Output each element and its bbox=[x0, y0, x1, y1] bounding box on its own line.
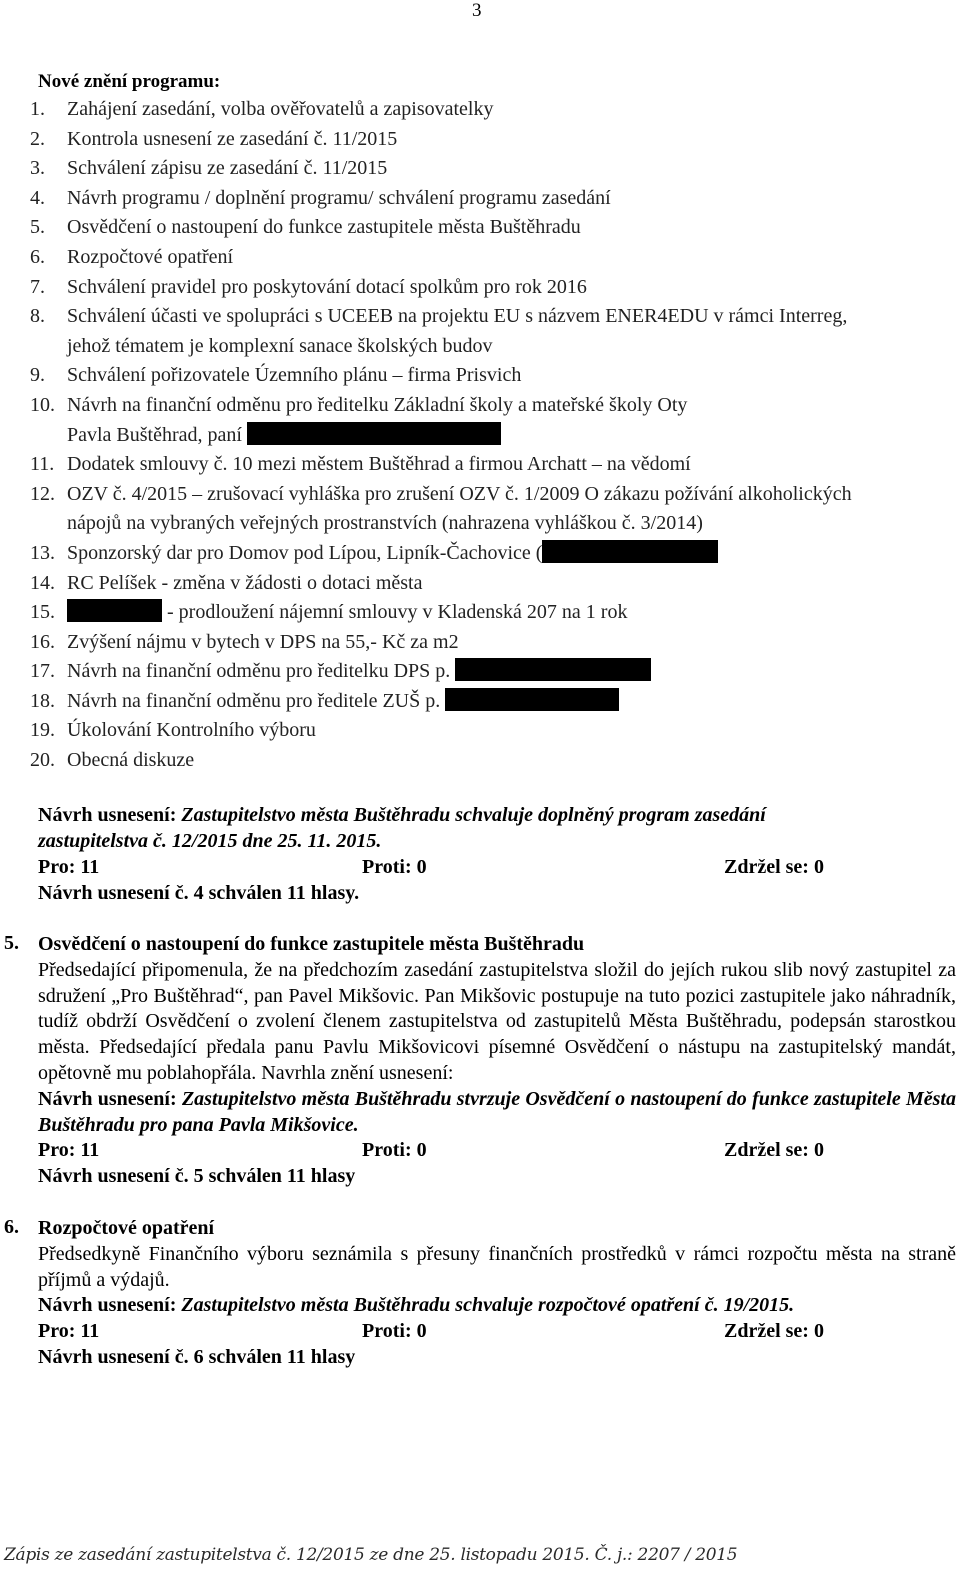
vote-pro: Pro: 11 bbox=[38, 1139, 100, 1162]
section-5-number: 5. bbox=[4, 932, 19, 954]
agenda-item: 7. Schválení pravidel pro poskytování dotací spolkům pro rok 2016 bbox=[30, 275, 587, 298]
agenda-item: 10. Návrh na finanční odměnu pro ředitelku Základní školy a mateřské školy Oty Pavla Buštěhrad, paní bbox=[30, 393, 688, 446]
resolution-label: Návrh usnesení: bbox=[38, 804, 177, 826]
resolution-text: Zastupitelstvo města Buštěhradu schvaluje rozpočtové opatření č. 19/2015. bbox=[181, 1294, 795, 1317]
agenda-item: 8. Schválení účasti ve spolupráci s UCEEB na projektu EU s názvem ENER4EDU v rámci Interreg, jehož tématem je komplexní sanace školských budov bbox=[30, 305, 848, 357]
vote-pro: Pro: 11 bbox=[38, 1320, 100, 1343]
section-5 bbox=[38, 932, 956, 1190]
redaction-bar bbox=[445, 688, 619, 711]
page-footer: Zápis ze zasedání zastupitelstva č. 12/2015 ze dne 25. listopadu 2015. Č. j.: 2207 / 2015 bbox=[4, 1545, 738, 1565]
agenda-item: 15. - prodloužení nájemní smlouvy v Kladenská 207 na 1 rok bbox=[30, 601, 628, 624]
agenda-item: 11. Dodatek smlouvy č. 10 mezi městem Buštěhrad a firmou Archatt – na vědomí bbox=[30, 453, 691, 476]
section-6-number: 6. bbox=[4, 1216, 19, 1238]
redaction-bar bbox=[67, 599, 162, 622]
section-6-body: Předsedkyně Finančního výboru seznámila s přesuny finančních prostředků v rámci rozpočtu města na straně příjmů a výdajů. bbox=[38, 1242, 956, 1291]
agenda-item: 12. OZV č. 4/2015 – zrušovací vyhláška pro zrušení OZV č. 1/2009 O zákazu požívání alkoholických nápojů na vybraných veřejných prostranstvích (nahrazena vyhláškou č. 3/2014) bbox=[30, 482, 852, 535]
vote-zdrzel: Zdržel se: 0 bbox=[724, 1320, 824, 1343]
agenda-list bbox=[30, 95, 960, 776]
vote-proti: Proti: 0 bbox=[362, 1139, 427, 1162]
redaction-bar bbox=[247, 422, 501, 445]
agenda-item: 6. Rozpočtové opatření bbox=[30, 245, 234, 268]
resolution-label: Návrh usnesení: bbox=[38, 1294, 177, 1317]
section-6 bbox=[38, 1216, 956, 1371]
vote-zdrzel: Zdržel se: 0 bbox=[724, 855, 824, 878]
resolution-4 bbox=[38, 803, 956, 906]
vote-pro: Pro: 11 bbox=[38, 855, 100, 878]
agenda-item: 5. Osvědčení o nastoupení do funkce zastupitele města Buštěhradu bbox=[30, 216, 581, 239]
agenda-item: 18. Návrh na finanční odměnu pro ředitele ZUŠ p. bbox=[30, 687, 960, 717]
agenda-item: 2. Kontrola usnesení ze zasedání č. 11/2015 bbox=[30, 127, 398, 150]
resolution-result: Návrh usnesení č. 5 schválen 11 hlasy bbox=[38, 1165, 356, 1188]
section-5-title: Osvědčení o nastoupení do funkce zastupitele města Buštěhradu bbox=[38, 933, 585, 955]
vote-row bbox=[38, 1319, 956, 1345]
program-heading: Nové znění programu: bbox=[38, 71, 221, 92]
agenda-item: 19. Úkolování Kontrolního výboru bbox=[30, 719, 316, 742]
agenda-item: 4. Návrh programu / doplnění programu/ schválení programu zasedání bbox=[30, 186, 611, 209]
section-6-title: Rozpočtové opatření bbox=[38, 1217, 215, 1239]
section-5-body: Předsedající připomenula, že na předchozím zasedání zastupitelstva složil do jejích rukou slib nový zastupitel za sdružení „Pro Buštěhrad“, pan Pavel Mikšovic. Pan Mikšovic postupuje na tuto pozici zastupitele jako náhradník, tudíž obdrží Osvědčení o zvolení členem zastupitelstva od zastupitelů Města Buštěhradu, podepsán starostkou města. Předsedající předala panu Pavlu Mikšovicovi písemné Osvědčení o nástupu na zastupitelský mandát, opětovně mu poblahopřála. Navrhla znění usnesení: bbox=[38, 958, 956, 1084]
resolution-result: Návrh usnesení č. 4 schválen 11 hlasy. bbox=[38, 881, 360, 904]
vote-proti: Proti: 0 bbox=[362, 855, 427, 878]
vote-row bbox=[38, 855, 956, 881]
resolution-text: Zastupitelstvo města Buštěhradu schvaluje doplněný program zasedání zastupitelstva č. 12/2015 dne 25. 11. 2015. bbox=[38, 804, 766, 852]
agenda-item: 3. Schválení zápisu ze zasedání č. 11/2015 bbox=[30, 157, 388, 180]
page-number: 3 bbox=[472, 0, 482, 21]
agenda-item: 9. Schválení pořizovatele Územního plánu – firma Prisvich bbox=[30, 364, 522, 387]
resolution-label: Návrh usnesení: bbox=[38, 1087, 177, 1110]
agenda-item: 13. Sponzorský dar pro Domov pod Lípou, Lipník-Čachovice ( bbox=[30, 539, 960, 569]
agenda-item: 14. RC Pelíšek - změna v žádosti o dotaci města bbox=[30, 571, 423, 594]
resolution-text: Zastupitelstvo města Buštěhradu stvrzuje Osvědčení o nastoupení do funkce zastupitele Města Buštěhradu pro pana Pavla Mikšovice. bbox=[38, 1087, 956, 1136]
vote-row bbox=[38, 1138, 956, 1164]
vote-zdrzel: Zdržel se: 0 bbox=[724, 1139, 824, 1162]
agenda-item: 17. Návrh na finanční odměnu pro ředitelku DPS p. bbox=[30, 657, 960, 687]
agenda-item: 16. Zvýšení nájmu v bytech v DPS na 55,- Kč za m2 bbox=[30, 630, 459, 653]
vote-proti: Proti: 0 bbox=[362, 1320, 427, 1343]
redaction-bar bbox=[455, 658, 651, 681]
agenda-item: 1. Zahájení zasedání, volba ověřovatelů a zapisovatelky bbox=[30, 98, 494, 120]
resolution-result: Návrh usnesení č. 6 schválen 11 hlasy bbox=[38, 1346, 356, 1369]
agenda-item: 20. Obecná diskuze bbox=[30, 749, 195, 772]
redaction-bar bbox=[542, 540, 718, 563]
